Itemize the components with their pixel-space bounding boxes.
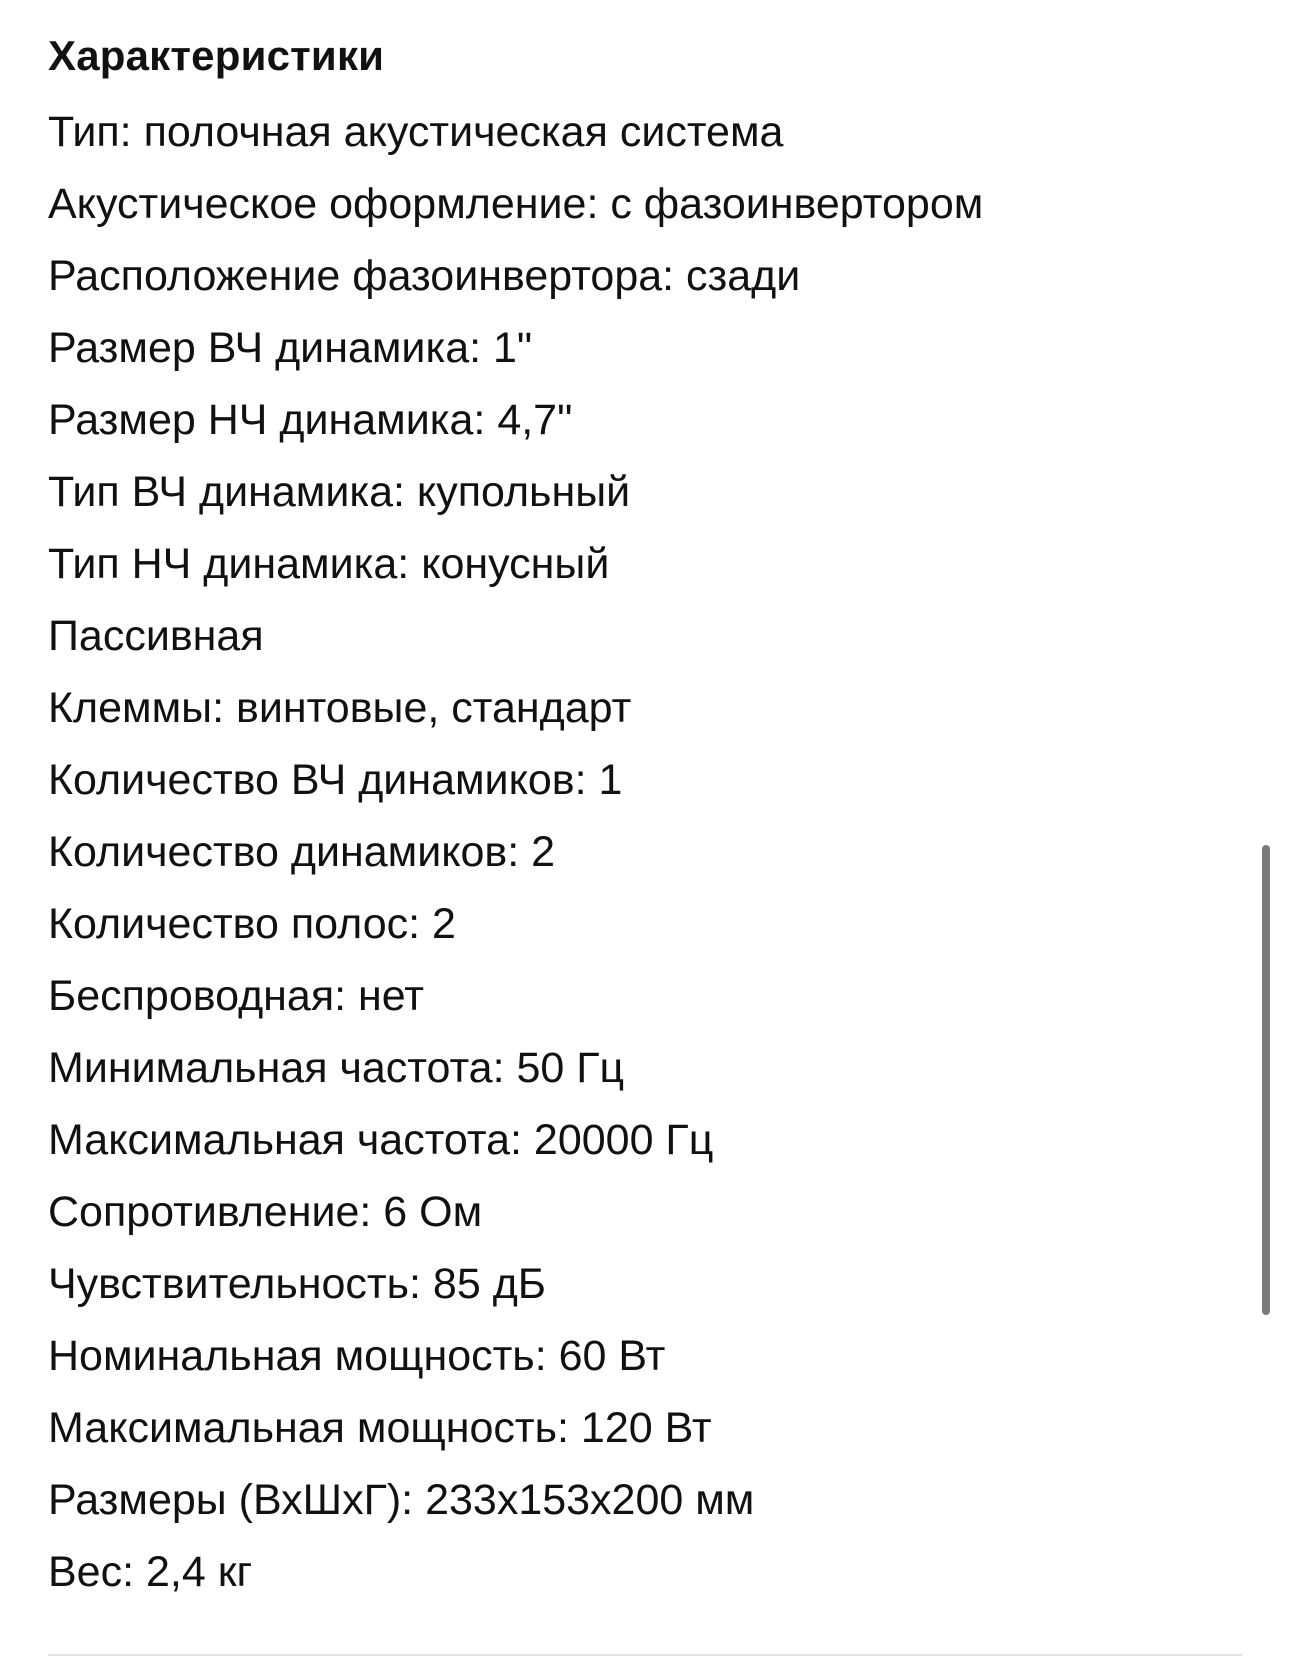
spec-item: Максимальная частота: 20000 Гц <box>48 1116 714 1164</box>
spec-item: Количество динамиков: 2 <box>48 828 556 876</box>
spec-item: Размеры (ВхШхГ): 233x153x200 мм <box>48 1476 755 1524</box>
spec-item: Количество ВЧ динамиков: 1 <box>48 756 623 804</box>
spec-item: Тип ВЧ динамика: купольный <box>48 468 631 516</box>
spec-item: Расположение фазоинвертора: сзади <box>48 252 801 300</box>
spec-item: Тип НЧ динамика: конусный <box>48 540 610 588</box>
specifications-section <box>48 24 1208 1608</box>
section-title: Характеристики <box>48 32 385 79</box>
spec-item: Пассивная <box>48 612 264 660</box>
spec-item: Беспроводная: нет <box>48 972 424 1020</box>
spec-item: Чувствительность: 85 дБ <box>48 1260 547 1308</box>
bottom-divider <box>48 1654 1242 1656</box>
spec-item: Сопротивление: 6 Ом <box>48 1188 483 1236</box>
spec-item: Акустическое оформление: с фазоинвертором <box>48 180 984 228</box>
spec-item: Клеммы: винтовые, стандарт <box>48 684 632 732</box>
spec-item: Размер ВЧ динамика: 1" <box>48 324 533 372</box>
spec-item: Тип: полочная акустическая система <box>48 108 784 156</box>
vertical-scrollbar[interactable] <box>1262 845 1270 1315</box>
spec-item: Размер НЧ динамика: 4,7" <box>48 396 573 444</box>
spec-item: Вес: 2,4 кг <box>48 1548 253 1596</box>
spec-list <box>48 96 1208 1608</box>
spec-item: Номинальная мощность: 60 Вт <box>48 1332 666 1380</box>
spec-item: Максимальная мощность: 120 Вт <box>48 1404 712 1452</box>
spec-item: Минимальная частота: 50 Гц <box>48 1044 625 1092</box>
spec-item: Количество полос: 2 <box>48 900 456 948</box>
